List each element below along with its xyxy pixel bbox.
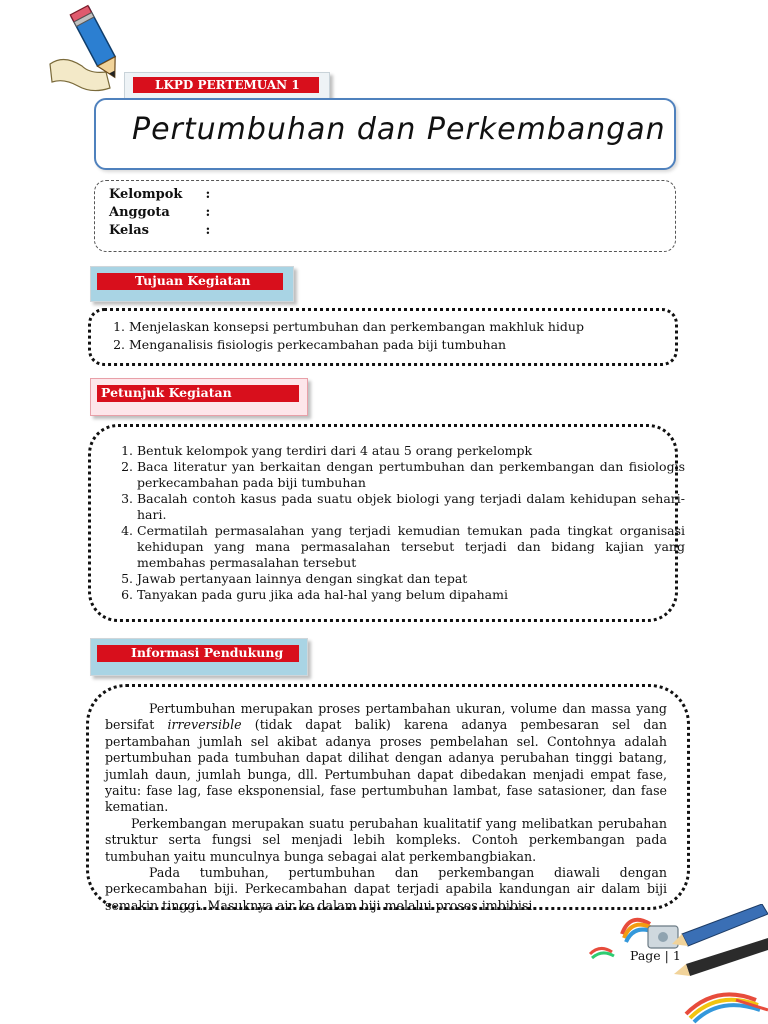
identity-separator: :: [205, 187, 211, 202]
tujuan-box: [88, 308, 678, 366]
petunjuk-heading: Petunjuk Kegiatan: [97, 385, 299, 402]
identity-box: [94, 180, 676, 252]
tujuan-heading: Tujuan Kegiatan: [97, 273, 283, 290]
informasi-text: [105, 701, 667, 914]
informasi-p1-text-cont: (tidak dapat balik) karena adanya pembesaran sel dan pertambahan jumlah sel akibat adanya proses pembelahan sel. Contohnya adalah pertumbuhan pada tumbuhan dapat dilihat dengan adanya perubahan tinggi batang, jumlah daun, jumlah bunga, dll. Pertumbuhan dapat dibedakan menjadi empat fase, yaitu: fase lag, fase eksponensial, fase pertumbuhan lambat, fase satasioner, dan fase kematian.: [105, 717, 667, 815]
informasi-paragraph-2: Perkembangan merupakan suatu perubahan kualitatif yang melibatkan perubahan struktur serta fungsi sel menjadi lebih kompleks. Contoh perkembangan pada tumbuhan yaitu munculnya bunga sebagai alat perkembangbiakan.: [105, 815, 667, 864]
tujuan-heading-tag: [90, 266, 294, 302]
pencil-illustration-icon: [44, 2, 130, 98]
identity-label: Kelas: [109, 223, 149, 238]
petunjuk-list: [111, 443, 685, 603]
identity-row-kelas: [109, 223, 210, 238]
identity-label: Kelompok: [109, 187, 183, 202]
title-box: [94, 98, 676, 170]
identity-row-kelompok: [109, 187, 210, 202]
informasi-heading: Informasi Pendukung: [97, 645, 299, 662]
stationery-decoration-icon: [586, 904, 768, 1024]
petunjuk-box: [88, 424, 685, 622]
informasi-p1-text: Pertumbuhan merupakan proses pertambahan ukuran, volume dan massa yang bersifat: [105, 701, 667, 733]
lkpd-tag-label: LKPD PERTEMUAN 1: [133, 77, 319, 93]
list-item: 2. Menganalisis fisiologis perkecambahan pada biji tumbuhan: [129, 337, 677, 353]
page-title: Pertumbuhan dan Perkembangan: [132, 112, 666, 147]
page-number: Page | 1: [630, 948, 681, 963]
petunjuk-heading-tag: [90, 378, 308, 416]
informasi-box: [86, 684, 690, 913]
identity-separator: :: [205, 223, 211, 238]
tujuan-list: [103, 319, 677, 353]
list-item: 5. Jawab pertanyaan lainnya dengan singkat dan tepat: [137, 571, 685, 587]
informasi-paragraph-1: [105, 701, 667, 816]
list-item: 4. Cermatilah permasalahan yang terjadi kemudian temukan pada tingkat organisasi kehidupan yang mana permasalahan tersebut terjadi dan bidang kajian yang membahas permasalahan tersebut: [137, 523, 685, 571]
list-item: 6. Tanyakan pada guru jika ada hal-hal yang belum dipahami: [137, 587, 685, 603]
informasi-heading-tag: [90, 638, 308, 676]
identity-label: Anggota: [109, 205, 170, 220]
list-item: 1. Menjelaskan konsepsi pertumbuhan dan perkembangan makhluk hidup: [129, 319, 677, 335]
identity-row-anggota: [109, 205, 210, 220]
list-item: 2. Baca literatur yan berkaitan dengan pertumbuhan dan perkembangan dan fisiologis perkecambahan pada biji tumbuhan: [137, 459, 685, 491]
list-item: 3. Bacalah contoh kasus pada suatu objek biologi yang terjadi dalam kehidupan sehari-hari.: [137, 491, 685, 523]
identity-separator: :: [205, 205, 211, 220]
list-item: 1. Bentuk kelompok yang terdiri dari 4 atau 5 orang perkelompk: [137, 443, 685, 459]
informasi-paragraph-3: Pada tumbuhan, pertumbuhan dan perkembangan diawali dengan perkecambahan biji. Perkecambahan dapat terjadi apabila kandungan air dalam biji semakin tinggi. Masuknya air ke dalam biji melalui proses imbibisi.: [105, 865, 667, 913]
informasi-p1-italic: irreversible: [167, 717, 242, 733]
